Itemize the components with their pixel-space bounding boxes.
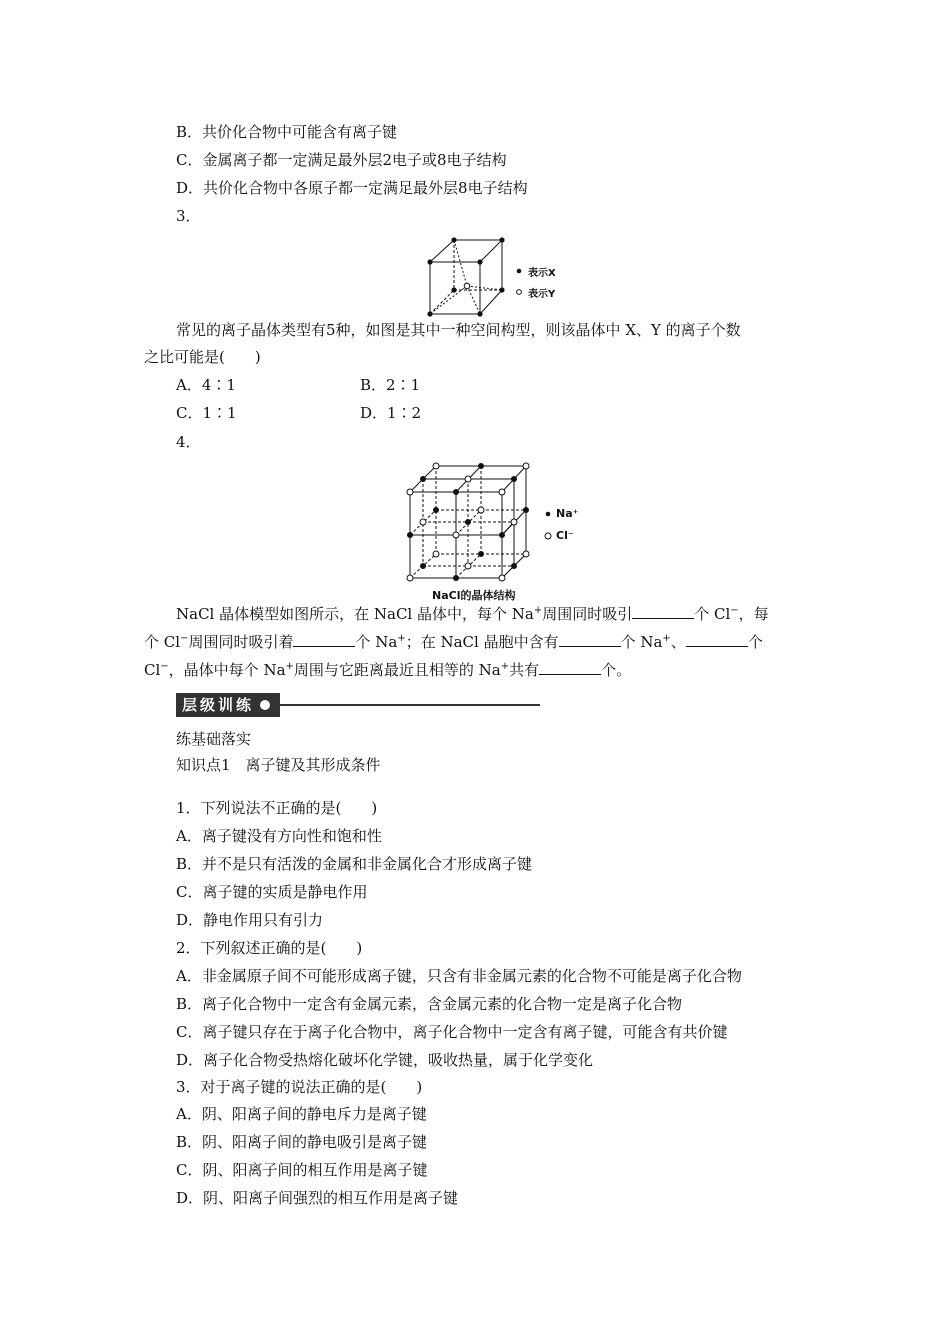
answer-blank-3[interactable] [559, 632, 621, 647]
option-c: C．金属离子都一定满足最外层2电子或8电子结构 [176, 151, 507, 169]
list-item: D．静电作用只有引力 [176, 911, 324, 929]
list-item: B．离子化合物中一定含有金属元素，含金属元素的化合物一定是离子化合物 [176, 995, 683, 1013]
list-item: B．阴、阳离子间的静电吸引是离子键 [176, 1133, 428, 1151]
answer-blank-1[interactable] [632, 604, 694, 619]
legend-y-label: 表示Y [528, 289, 556, 300]
legend-x-label: 表示X [528, 268, 556, 279]
q3-option-d: D．1∶2 [360, 404, 422, 422]
question-4-number: 4． [176, 433, 201, 451]
list-item: 1．下列说法不正确的是( ) [176, 799, 378, 817]
answer-blank-4[interactable] [686, 632, 748, 647]
question-4-line1: NaCl 晶体模型如图所示，在 NaCl 晶体中，每个 Na+周围同时吸引 个 Cl−，每 [176, 605, 769, 623]
q3-option-c: C．1∶1 [176, 404, 237, 422]
list-item: C．离子键的实质是静电作用 [176, 883, 368, 901]
list-item: D．阴、阳离子间强烈的相互作用是离子键 [176, 1189, 459, 1207]
question-3-number: 3． [176, 207, 201, 225]
question-4-line3: Cl−，晶体中每个 Na+周围与它距离最近且相等的 Na+共有 个。 [144, 661, 632, 679]
section-banner [176, 692, 540, 718]
practice-heading: 练基础落实 [176, 730, 252, 748]
list-item: 2．下列叙述正确的是( ) [176, 939, 363, 957]
banner-rule [280, 704, 540, 706]
list-item: A．阴、阳离子间的静电斥力是离子键 [176, 1105, 427, 1123]
list-item: D．离子化合物受热熔化破坏化学键，吸收热量，属于化学变化 [176, 1051, 594, 1069]
list-item: B．并不是只有活泼的金属和非金属化合才形成离子键 [176, 855, 533, 873]
knowledge-point-title: 知识点1 离子键及其形成条件 [176, 756, 381, 774]
answer-blank-2[interactable] [293, 632, 355, 647]
list-item: C．阴、阳离子间的相互作用是离子键 [176, 1161, 428, 1179]
banner-dot-icon [260, 700, 270, 710]
banner-title: 层级训练 [182, 696, 255, 714]
q3-option-a: A．4∶1 [176, 376, 236, 394]
list-item: C．离子键只存在于离子化合物中，离子化合物中一定含有离子键，可能含有共价键 [176, 1023, 728, 1041]
nacl-figure-caption: NaCl的晶体结构 [432, 589, 516, 602]
option-b: B．共价化合物中可能含有离子键 [176, 123, 398, 141]
answer-blank-5[interactable] [539, 660, 601, 675]
list-item: A．非金属原子间不可能形成离子键，只含有非金属元素的化合物不可能是离子化合物 [176, 967, 742, 985]
q3-option-b: B．2∶1 [360, 376, 421, 394]
list-item: 3．对于离子键的说法正确的是( ) [176, 1078, 423, 1096]
option-d: D．共价化合物中各原子都一定满足最外层8电子结构 [176, 179, 528, 197]
list-item: A．离子键没有方向性和饱和性 [176, 827, 382, 845]
banner-title-box [176, 693, 280, 717]
question-4-line2: 个 Cl−周围同时吸引着 个 Na+；在 NaCl 晶胞中含有 个 Na+、 个 [144, 633, 763, 651]
legend-cl-label: Cl⁻ [556, 529, 574, 542]
question-3-text-line1: 常见的离子晶体类型有5种，如图是其中一种空间构型，则该晶体中 X、Y 的离子个数 [176, 321, 741, 339]
question-3-text-line2: 之比可能是( ) [144, 348, 261, 366]
legend-na-label: Na⁺ [556, 507, 579, 520]
